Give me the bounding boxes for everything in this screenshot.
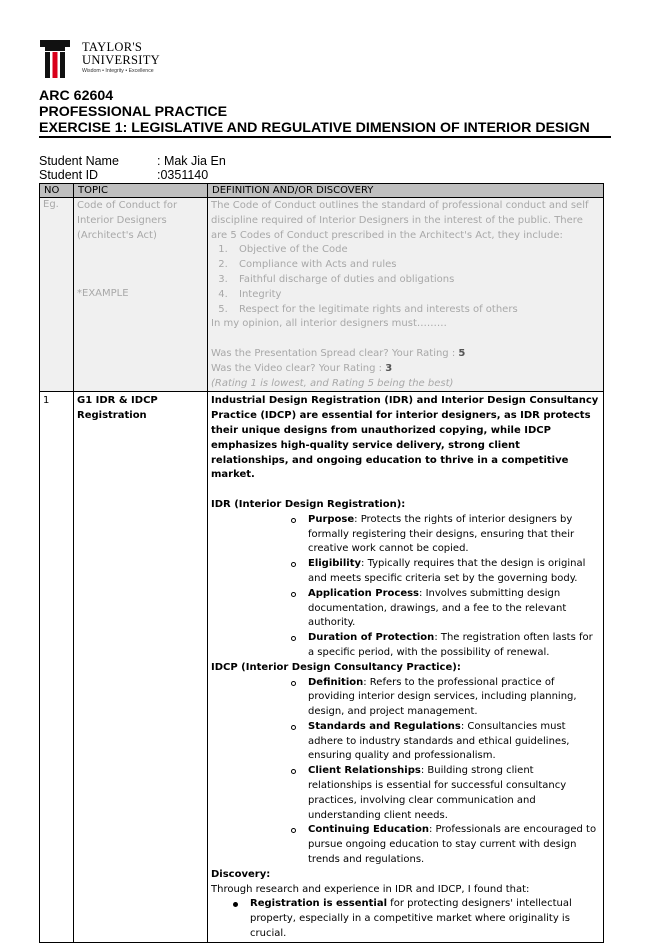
idcp-list: [211, 676, 600, 868]
logo-line2: UNIVERSITY: [82, 53, 160, 67]
logo-tagline: Wisdom • Integrity • Excellence: [82, 68, 154, 74]
rating-video: [211, 362, 600, 377]
list-item: 4. Integrity: [231, 288, 600, 303]
idr-list: [211, 513, 600, 661]
list-item: 5. Respect for the legitimate rights and interests of others: [231, 303, 600, 318]
logo-wordmark: [82, 41, 160, 67]
document-heading: [39, 88, 590, 136]
taylors-crest-icon: [40, 40, 70, 80]
student-id-row: [39, 168, 208, 182]
list-item: 2. Compliance with Acts and rules: [231, 258, 600, 273]
example-row: [40, 198, 604, 392]
header-topic: TOPIC: [74, 184, 208, 198]
row-no: 1: [40, 392, 74, 942]
student-name-row: [39, 154, 226, 168]
student-id-value: :0351140: [157, 168, 209, 182]
idr-heading: IDR (Interior Design Registration):: [211, 498, 406, 510]
example-intro: The Code of Conduct outlines the standard of professional conduct and self discipline required of Interior Designers in the interest of the public. There are 5 Codes of Conduct prescribed in the Architect's Act, they include:: [211, 200, 589, 241]
idcp-heading: IDCP (Interior Design Consultancy Practice):: [211, 661, 461, 673]
example-no: Eg.: [40, 198, 74, 392]
university-logo: [40, 40, 180, 80]
list-item: 1. Objective of the Code: [231, 243, 600, 258]
rating-presentation-value: 5: [458, 347, 466, 359]
row-topic: G1 IDR & IDCP Registration: [74, 392, 208, 942]
row-summary: Industrial Design Registration (IDR) and Interior Design Consultancy Practice (IDCP) are essential for interior designers, as IDR protects their unique designs from unauthorized copying, while IDCP emphasizes high-quality service delivery, strong client relationships, and ongoing education to thrive in a competitive market.: [211, 395, 599, 481]
header-no: NO: [40, 184, 74, 198]
exercise-title: EXERCISE 1: LEGISLATIVE AND REGULATIVE DIMENSION OF INTERIOR DESIGN: [39, 120, 590, 136]
example-definition: [208, 198, 604, 392]
list-item: Continuing Education: Professionals are encouraged to pursue ongoing education to stay current with design trends and regulations.: [291, 823, 600, 867]
example-opinion: In my opinion, all interior designers must………: [211, 318, 447, 330]
student-name-value: : Mak Jia En: [157, 154, 226, 168]
discovery-heading: Discovery:: [211, 868, 271, 880]
rating-video-label: Was the Video clear? Your Rating :: [211, 362, 386, 374]
logo-line1: TAYLOR'S: [82, 40, 143, 54]
student-id-label: Student ID: [39, 168, 99, 182]
list-item: Application Process: Involves submitting design documentation, drawings, and a fee to the relevant authority.: [291, 587, 600, 631]
discovery-list: [211, 897, 600, 941]
course-code: ARC 62604: [39, 88, 114, 104]
list-item: Purpose: Protects the rights of interior designers by formally registering their designs, ensuring that their creative work cannot be copied.: [291, 513, 600, 557]
example-topic: Code of Conduct for Interior Designers (Architect's Act): [77, 200, 178, 241]
table-header-row: [40, 184, 604, 198]
list-item: Registration is essential for protecting designers' intellectual property, especially in a competitive market where originality is crucial.: [233, 897, 600, 941]
list-item: Definition: Refers to the professional practice of providing interior design services, including planning, design, and project management.: [291, 676, 600, 720]
list-item: Eligibility: Typically requires that the design is original and meets specific criteria set by the governing body.: [291, 557, 600, 587]
discovery-intro: Through research and experience in IDR and IDCP, I found that:: [211, 883, 530, 895]
course-title: PROFESSIONAL PRACTICE: [39, 104, 228, 120]
list-item: 3. Faithful discharge of duties and obligations: [231, 273, 600, 288]
list-item: Duration of Protection: The registration often lasts for a specific period, with the possibility of renewal.: [291, 631, 600, 661]
example-code-list: [211, 243, 600, 317]
rating-presentation-label: Was the Presentation Spread clear? Your Rating :: [211, 347, 459, 359]
table-row: [40, 392, 604, 942]
student-name-label: Student Name: [39, 154, 119, 168]
rating-note: (Rating 1 is lowest, and Rating 5 being the best): [211, 377, 454, 389]
list-item: Client Relationships: Building strong client relationships is essential for successful consultancy practices, involving clear communication and understanding client needs.: [291, 764, 600, 823]
row-definition: [208, 392, 604, 942]
list-item: Standards and Regulations: Consultancies must adhere to industry standards and ethical guidelines, ensuring quality and professionalism.: [291, 720, 600, 764]
rating-video-value: 3: [385, 362, 393, 374]
example-tag: *EXAMPLE: [77, 288, 129, 300]
header-definition: DEFINITION AND/OR DISCOVERY: [208, 184, 604, 198]
rating-presentation: [211, 347, 600, 362]
example-topic-cell: [74, 198, 208, 392]
exercise-table: [39, 183, 604, 943]
heading-rule: [39, 136, 611, 138]
